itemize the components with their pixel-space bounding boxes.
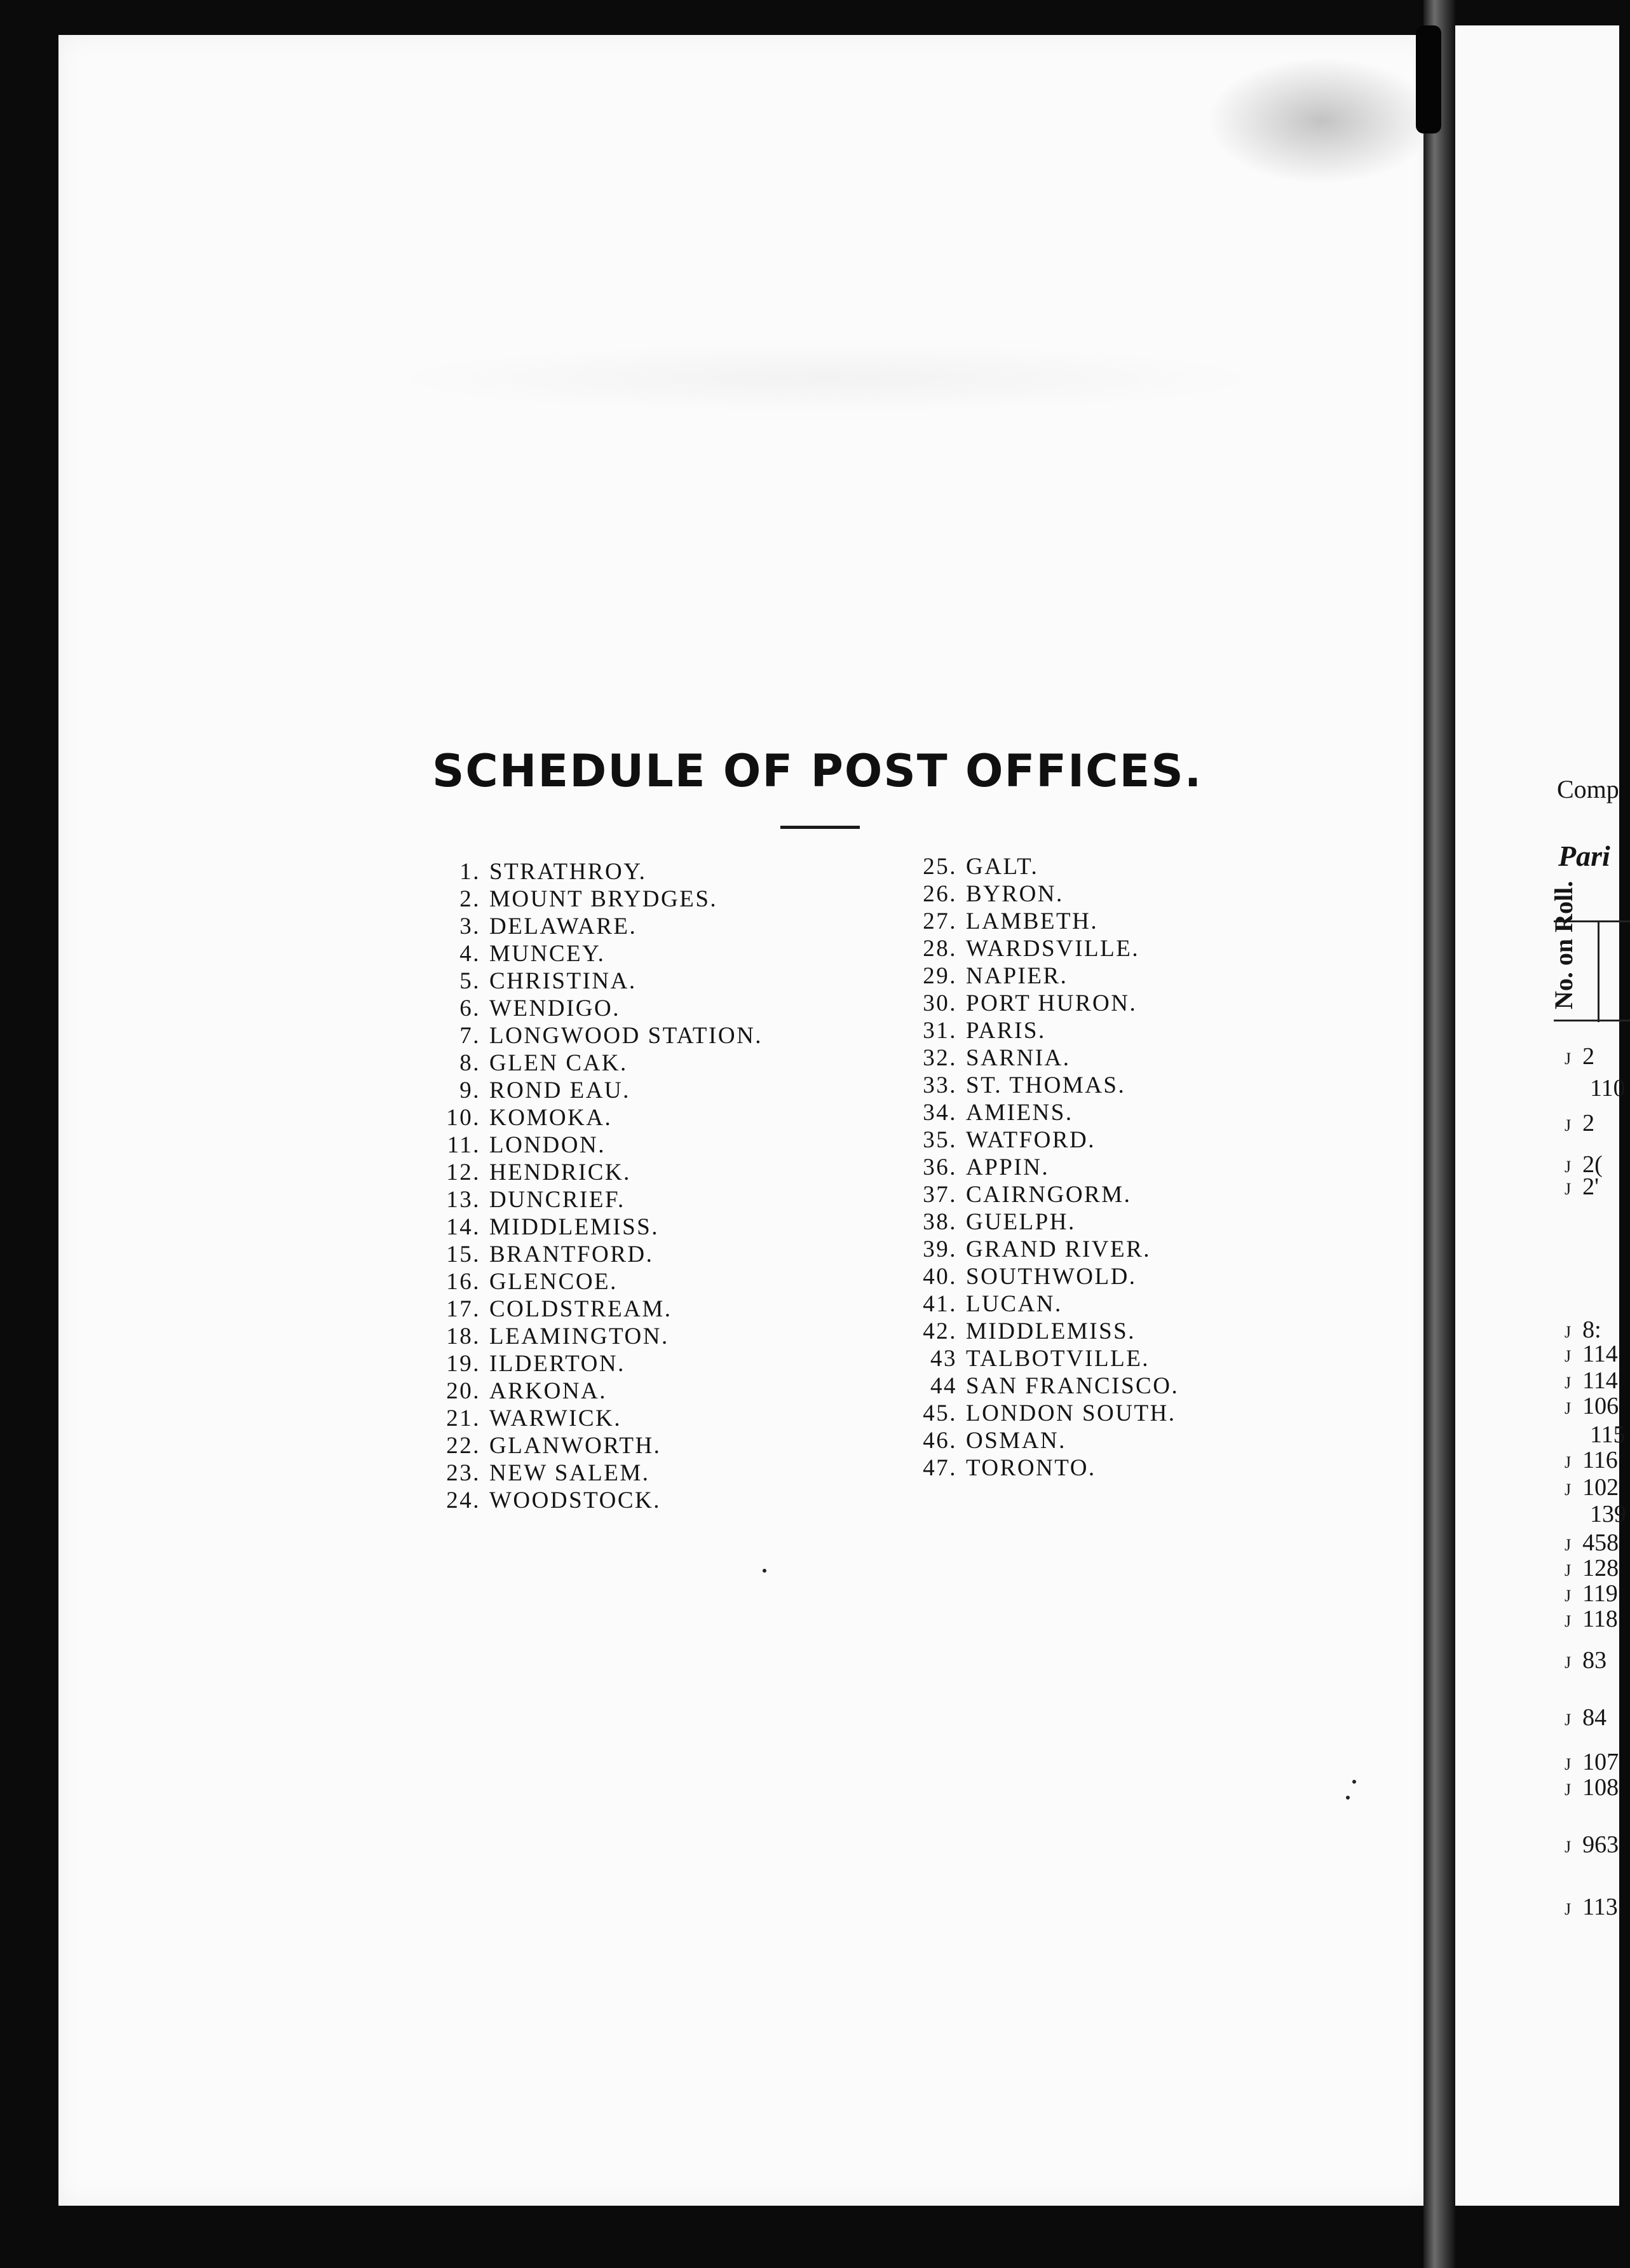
- post-office-item: [432, 995, 763, 1022]
- post-office-item: [432, 967, 763, 995]
- post-office-number: 18.: [446, 1323, 480, 1349]
- post-office-number: 27.: [923, 908, 957, 934]
- post-office-item: [432, 1432, 763, 1459]
- post-office-name: WENDIGO.: [489, 995, 620, 1021]
- roll-number-entry: [1565, 1042, 1594, 1070]
- post-office-number: 19.: [446, 1351, 480, 1377]
- post-office-number: 11.: [447, 1132, 480, 1158]
- post-office-number: 44: [930, 1373, 957, 1399]
- post-office-item: [432, 1022, 763, 1049]
- post-office-item: [432, 1405, 763, 1432]
- roll-mark: J: [1565, 1374, 1572, 1392]
- post-office-name: MUNCEY.: [489, 941, 606, 967]
- post-office-item: [909, 1290, 1179, 1318]
- roll-mark: J: [1565, 1480, 1572, 1499]
- post-office-name: WARDSVILLE.: [966, 936, 1140, 962]
- post-office-item: [909, 990, 1179, 1017]
- roll-number-entry: [1590, 1074, 1626, 1102]
- post-office-name: WATFORD.: [966, 1127, 1096, 1153]
- post-office-item: [909, 1017, 1179, 1044]
- roll-number: 114: [1582, 1367, 1618, 1394]
- right-table-entries: [1551, 0, 1627, 2268]
- post-office-name: GLENCOE.: [489, 1269, 618, 1295]
- post-office-item: [432, 1323, 763, 1350]
- post-office-name: ILDERTON.: [489, 1351, 625, 1377]
- roll-mark: J: [1565, 1399, 1572, 1418]
- roll-mark: J: [1565, 1453, 1572, 1472]
- post-office-name: LONDON SOUTH.: [966, 1400, 1176, 1426]
- roll-mark: J: [1565, 1116, 1572, 1135]
- roll-mark: J: [1565, 1536, 1572, 1554]
- post-office-number: 24.: [446, 1487, 480, 1513]
- post-office-item: [432, 1268, 763, 1295]
- post-office-name: GRAND RIVER.: [966, 1236, 1151, 1262]
- post-office-number: 1.: [459, 859, 480, 885]
- post-office-number: 22.: [446, 1433, 480, 1459]
- roll-number: 2': [1582, 1173, 1599, 1200]
- roll-number: 102: [1582, 1474, 1619, 1501]
- post-office-item: [909, 880, 1179, 908]
- roll-mark: J: [1565, 1180, 1572, 1198]
- post-office-number: 3.: [459, 913, 480, 939]
- post-office-number: 4.: [459, 941, 480, 967]
- roll-mark: J: [1565, 1347, 1572, 1365]
- post-office-number: 34.: [923, 1100, 957, 1126]
- post-office-item: [432, 1459, 763, 1487]
- roll-mark: J: [1565, 1780, 1572, 1799]
- post-office-item: [909, 1072, 1179, 1099]
- post-office-number: 38.: [923, 1209, 957, 1235]
- post-office-number: 41.: [923, 1291, 957, 1317]
- post-office-item: [432, 1131, 763, 1159]
- title-divider: [780, 826, 860, 829]
- post-office-number: 9.: [459, 1077, 480, 1103]
- roll-mark: J: [1565, 1323, 1572, 1341]
- roll-number: 139: [1590, 1501, 1626, 1527]
- post-office-name: AMIENS.: [966, 1100, 1073, 1126]
- roll-mark: J: [1565, 1049, 1572, 1068]
- post-office-number: 40.: [923, 1264, 957, 1290]
- post-office-item: [909, 935, 1179, 962]
- post-office-item: [432, 858, 763, 885]
- post-office-item: [909, 1044, 1179, 1072]
- roll-number: 83: [1582, 1647, 1607, 1674]
- post-office-name: MOUNT BRYDGES.: [489, 886, 718, 912]
- post-office-name: TORONTO.: [966, 1455, 1096, 1481]
- roll-mark: J: [1565, 1561, 1572, 1580]
- post-office-item: [909, 908, 1179, 935]
- roll-number: 84: [1582, 1704, 1607, 1731]
- post-office-number: 46.: [923, 1428, 957, 1454]
- bleed-through-text: [381, 343, 1271, 413]
- post-office-number: 26.: [923, 881, 957, 907]
- post-office-name: GALT.: [966, 854, 1039, 880]
- post-office-item: [909, 1372, 1179, 1400]
- post-office-item: [909, 1345, 1179, 1372]
- post-office-number: 35.: [923, 1127, 957, 1153]
- roll-number: 2: [1582, 1110, 1595, 1137]
- paper-speck: [763, 1569, 766, 1573]
- roll-number-entry: [1565, 1646, 1606, 1674]
- post-office-item: [432, 1241, 763, 1268]
- post-office-item: [909, 962, 1179, 990]
- roll-number-entry: [1565, 1704, 1606, 1732]
- post-office-name: TALBOTVILLE.: [966, 1346, 1150, 1372]
- post-office-name: LONGWOOD STATION.: [489, 1023, 763, 1049]
- paper-speck: [1346, 1796, 1350, 1800]
- roll-number: 106: [1582, 1393, 1619, 1419]
- paper-speck: [1352, 1780, 1356, 1784]
- post-office-number: 25.: [923, 854, 957, 880]
- post-office-list-left: [432, 858, 763, 1514]
- roll-mark: J: [1565, 1900, 1572, 1918]
- book-gutter: [1423, 0, 1455, 2268]
- roll-number: 110: [1590, 1075, 1626, 1102]
- roll-number: 8:: [1582, 1316, 1601, 1343]
- post-office-item: [909, 1318, 1179, 1345]
- post-office-name: SARNIA.: [966, 1045, 1071, 1071]
- roll-mark: J: [1565, 1838, 1572, 1856]
- roll-number: 118: [1582, 1606, 1618, 1632]
- post-office-number: 20.: [446, 1378, 480, 1404]
- post-office-name: MIDDLEMISS.: [966, 1318, 1136, 1344]
- roll-number: 119: [1582, 1580, 1618, 1607]
- right-page-comp-text: Comp: [1557, 775, 1619, 803]
- roll-number-entry: [1565, 1580, 1618, 1608]
- roll-mark: J: [1565, 1755, 1572, 1773]
- roll-number-entry: [1565, 1748, 1619, 1776]
- roll-number: 115: [1590, 1421, 1626, 1448]
- post-office-list-right: [909, 853, 1179, 1482]
- post-office-item: [432, 1159, 763, 1186]
- post-office-number: 45.: [923, 1400, 957, 1426]
- post-office-name: STRATHROY.: [489, 859, 647, 885]
- post-office-number: 32.: [923, 1045, 957, 1071]
- post-office-item: [909, 1454, 1179, 1482]
- post-office-item: [909, 1263, 1179, 1290]
- post-office-item: [432, 1104, 763, 1131]
- post-office-name: BRANTFORD.: [489, 1241, 654, 1267]
- post-office-name: LONDON.: [489, 1132, 606, 1158]
- post-office-number: 6.: [459, 995, 480, 1021]
- post-office-number: 37.: [923, 1182, 957, 1208]
- post-office-name: PORT HURON.: [966, 990, 1138, 1016]
- roll-number-entry: [1565, 1109, 1594, 1137]
- post-office-item: [909, 1181, 1179, 1208]
- post-office-name: HENDRICK.: [489, 1159, 631, 1185]
- roll-number: 458: [1582, 1529, 1619, 1556]
- post-office-number: 14.: [446, 1214, 480, 1240]
- post-office-name: ARKONA.: [489, 1378, 608, 1404]
- roll-number-entry: [1590, 1500, 1626, 1528]
- post-office-name: PARIS.: [966, 1018, 1046, 1044]
- post-office-item: [432, 885, 763, 913]
- post-office-number: 43: [930, 1346, 957, 1372]
- post-office-item: [909, 1400, 1179, 1427]
- post-office-item: [432, 940, 763, 967]
- roll-mark: J: [1565, 1158, 1572, 1176]
- post-office-name: ROND EAU.: [489, 1077, 630, 1103]
- post-office-number: 23.: [446, 1460, 480, 1486]
- roll-number: 108: [1582, 1774, 1619, 1801]
- post-office-number: 2.: [459, 886, 480, 912]
- post-office-number: 7.: [459, 1023, 480, 1049]
- post-office-name: NEW SALEM.: [489, 1460, 650, 1486]
- roll-number-entry: [1565, 1554, 1619, 1582]
- roll-number: 128: [1582, 1555, 1619, 1581]
- roll-number: 116: [1582, 1447, 1618, 1473]
- post-office-item: [909, 853, 1179, 880]
- post-office-item: [432, 1186, 763, 1213]
- post-office-item: [432, 1487, 763, 1514]
- post-office-item: [432, 1377, 763, 1405]
- post-office-name: ST. THOMAS.: [966, 1072, 1126, 1098]
- post-office-name: SAN FRANCISCO.: [966, 1373, 1179, 1399]
- post-office-item: [909, 1126, 1179, 1154]
- roll-number-entry: [1565, 1529, 1619, 1557]
- post-office-item: [909, 1099, 1179, 1126]
- post-office-number: 16.: [446, 1269, 480, 1295]
- post-office-number: 21.: [446, 1405, 480, 1431]
- roll-mark: J: [1565, 1653, 1572, 1672]
- roll-mark: J: [1565, 1587, 1572, 1605]
- post-office-number: 33.: [923, 1072, 957, 1098]
- roll-number-entry: [1565, 1473, 1619, 1501]
- post-office-name: NAPIER.: [966, 963, 1068, 989]
- roll-number-entry: [1565, 1831, 1619, 1859]
- roll-number-entry: [1565, 1446, 1618, 1474]
- post-office-name: OSMAN.: [966, 1428, 1066, 1454]
- post-office-item: [432, 1350, 763, 1377]
- roll-number: 963: [1582, 1831, 1619, 1858]
- post-office-number: 30.: [923, 990, 957, 1016]
- post-office-name: APPIN.: [966, 1154, 1050, 1180]
- ink-smudge: [1207, 57, 1436, 184]
- post-office-name: SOUTHWOLD.: [966, 1264, 1137, 1290]
- post-office-number: 31.: [923, 1018, 957, 1044]
- roll-number-entry: [1565, 1392, 1619, 1420]
- post-office-number: 36.: [923, 1154, 957, 1180]
- right-page-heading: Pari: [1558, 840, 1610, 872]
- roll-number: 114: [1582, 1341, 1618, 1367]
- post-office-item: [909, 1208, 1179, 1236]
- post-office-name: MIDDLEMISS.: [489, 1214, 659, 1240]
- post-office-item: [432, 1213, 763, 1241]
- post-office-number: 28.: [923, 936, 957, 962]
- post-office-name: BYRON.: [966, 881, 1064, 907]
- roll-number-entry: [1565, 1605, 1618, 1633]
- post-office-name: KOMOKA.: [489, 1105, 613, 1131]
- post-office-number: 10.: [446, 1105, 480, 1131]
- post-office-number: 8.: [459, 1050, 480, 1076]
- post-office-name: WOODSTOCK.: [489, 1487, 661, 1513]
- roll-number-entry: [1565, 1367, 1618, 1395]
- roll-number-entry: [1565, 1893, 1618, 1921]
- post-office-name: CHRISTINA.: [489, 968, 637, 994]
- post-office-number: 42.: [923, 1318, 957, 1344]
- post-office-number: 17.: [446, 1296, 480, 1322]
- post-office-number: 47.: [923, 1455, 957, 1481]
- post-office-number: 39.: [923, 1236, 957, 1262]
- post-office-name: DUNCRIEF.: [489, 1187, 625, 1213]
- post-office-name: LUCAN.: [966, 1291, 1063, 1317]
- roll-mark: J: [1565, 1711, 1572, 1729]
- post-office-item: [909, 1236, 1179, 1263]
- page-title: SCHEDULE OF POST OFFICES.: [432, 745, 1203, 797]
- post-office-name: WARWICK.: [489, 1405, 622, 1431]
- binding-clip: [1416, 25, 1441, 133]
- roll-number: 113: [1582, 1894, 1618, 1920]
- right-table-column-header: No. on Roll.: [1549, 880, 1578, 1009]
- post-office-item: [909, 1154, 1179, 1181]
- post-office-item: [432, 913, 763, 940]
- post-office-number: 13.: [446, 1187, 480, 1213]
- roll-number: 2(: [1582, 1151, 1603, 1178]
- post-office-name: GLANWORTH.: [489, 1433, 662, 1459]
- roll-number: 2: [1582, 1043, 1595, 1070]
- roll-number-entry: [1590, 1421, 1626, 1449]
- roll-number-entry: [1565, 1773, 1619, 1801]
- roll-mark: J: [1565, 1612, 1572, 1630]
- post-office-item: [909, 1427, 1179, 1454]
- post-office-name: COLDSTREAM.: [489, 1296, 672, 1322]
- roll-number-entry: [1565, 1340, 1618, 1368]
- post-office-name: DELAWARE.: [489, 913, 637, 939]
- post-office-name: LEAMINGTON.: [489, 1323, 669, 1349]
- post-office-number: 15.: [446, 1241, 480, 1267]
- roll-number-entry: [1565, 1173, 1599, 1201]
- post-office-name: CAIRNGORM.: [966, 1182, 1132, 1208]
- post-office-name: GUELPH.: [966, 1209, 1076, 1235]
- post-office-name: LAMBETH.: [966, 908, 1099, 934]
- post-office-number: 29.: [923, 963, 957, 989]
- post-office-item: [432, 1049, 763, 1077]
- roll-number: 107: [1582, 1749, 1619, 1775]
- post-office-item: [432, 1295, 763, 1323]
- post-office-name: GLEN CAK.: [489, 1050, 628, 1076]
- post-office-number: 5.: [459, 968, 480, 994]
- post-office-item: [432, 1077, 763, 1104]
- post-office-number: 12.: [446, 1159, 480, 1185]
